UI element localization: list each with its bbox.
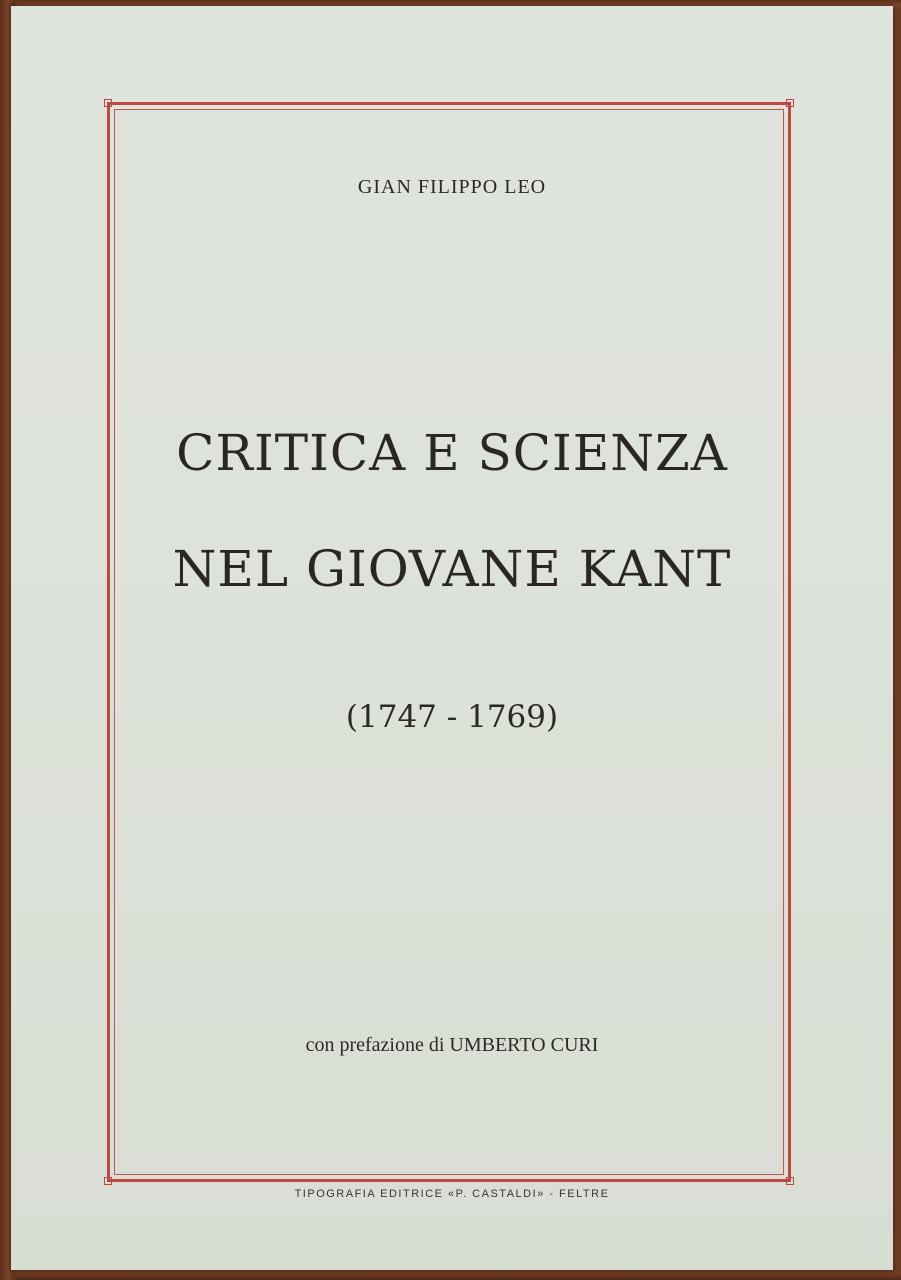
year-range: (1747 - 1769): [345, 699, 559, 735]
book-cover: [11, 6, 893, 1270]
author-name: GIAN FILIPPO LEO: [357, 176, 547, 198]
title-line-2: NEL GIOVANE KANT: [172, 540, 732, 598]
red-border-inner: [114, 109, 784, 1175]
preface-credit: con prefazione di UMBERTO CURI: [305, 1034, 599, 1056]
corner-ornament-top-right: [786, 99, 794, 107]
title-line-1: CRITICA E SCIENZA: [176, 424, 728, 482]
publisher-imprint: TIPOGRAFIA EDITRICE «P. CASTALDI» - FELTRE: [294, 1188, 610, 1200]
corner-ornament-bottom-left: [104, 1177, 112, 1185]
corner-ornament-top-left: [104, 99, 112, 107]
corner-ornament-bottom-right: [786, 1177, 794, 1185]
